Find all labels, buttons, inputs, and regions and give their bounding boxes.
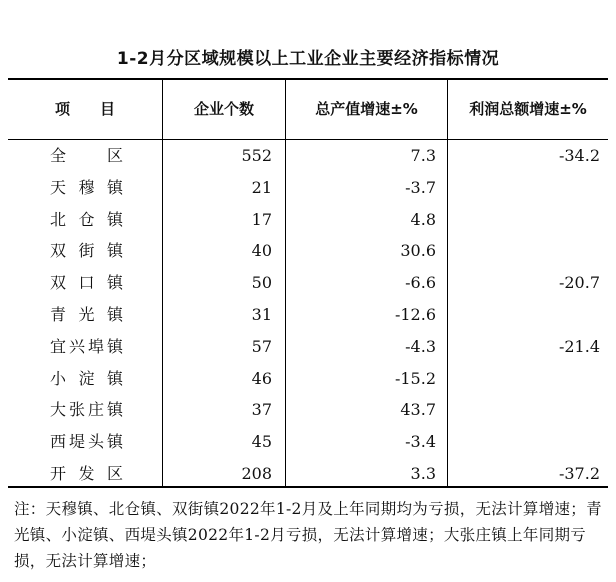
enterprise-count: 31 <box>251 304 272 324</box>
table-row <box>0 426 616 458</box>
enterprise-count: 50 <box>251 273 272 293</box>
region-name: 大张庄镇 <box>50 400 124 420</box>
enterprise-count: 40 <box>251 241 272 261</box>
output-growth: -12.6 <box>394 304 436 324</box>
region-name: 双街镇 <box>50 241 124 261</box>
table-row <box>0 172 616 204</box>
table-row <box>0 299 616 331</box>
header-count: 企业个数 <box>193 100 254 118</box>
region-name: 西堤头镇 <box>50 432 124 452</box>
output-growth: -15.2 <box>394 368 436 388</box>
enterprise-count: 46 <box>251 368 272 388</box>
enterprise-count: 37 <box>251 400 272 420</box>
output-growth: 4.8 <box>410 209 436 229</box>
region-name: 开发区 <box>50 463 124 483</box>
table-row <box>0 235 616 267</box>
region-name: 青光镇 <box>50 304 124 324</box>
enterprise-count: 208 <box>241 463 272 483</box>
table-row <box>0 267 616 299</box>
profit-growth: -34.2 <box>558 146 600 165</box>
header-item: 项 目 <box>54 100 115 118</box>
profit-growth: -21.4 <box>558 336 600 356</box>
table-row <box>0 204 616 236</box>
enterprise-count: 57 <box>251 336 272 356</box>
region-name: 北仓镇 <box>50 209 124 229</box>
output-growth: 7.3 <box>410 146 436 165</box>
table-row <box>0 458 616 490</box>
header-output: 总产值增速±% <box>315 100 418 118</box>
region-name: 天穆镇 <box>50 177 124 197</box>
table-row <box>0 394 616 426</box>
output-growth: -3.4 <box>405 432 436 452</box>
output-growth: -6.6 <box>405 273 436 293</box>
table-title: 1-2月分区域规模以上工业企业主要经济指标情况 <box>116 49 500 69</box>
output-growth: -4.3 <box>405 336 436 356</box>
enterprise-count: 21 <box>251 177 272 197</box>
footnote: 注：天穆镇、北仓镇、双街镇2022年1-2月及上年同期均为亏损，无法计算增速；青光镇、小淀镇、西堤头镇2022年1-2月亏损，无法计算增速；大张庄镇上年同期亏损，无法计算增速； <box>14 500 602 570</box>
table-body <box>0 140 616 490</box>
region-name: 全区 <box>50 146 124 165</box>
table-row <box>0 363 616 395</box>
region-name: 双口镇 <box>50 273 124 293</box>
region-name: 小淀镇 <box>50 368 124 388</box>
profit-growth: -20.7 <box>558 273 600 293</box>
output-growth: -3.7 <box>405 177 436 197</box>
header-profit: 利润总额增速±% <box>469 100 587 118</box>
enterprise-count: 45 <box>251 432 272 452</box>
enterprise-count: 17 <box>251 209 272 229</box>
output-growth: 43.7 <box>400 400 436 420</box>
profit-growth: -37.2 <box>558 463 600 483</box>
table-row <box>0 140 616 172</box>
enterprise-count: 552 <box>241 146 272 165</box>
table-row <box>0 331 616 363</box>
output-growth: 30.6 <box>400 241 436 261</box>
region-name: 宜兴埠镇 <box>50 336 124 356</box>
output-growth: 3.3 <box>410 463 436 483</box>
